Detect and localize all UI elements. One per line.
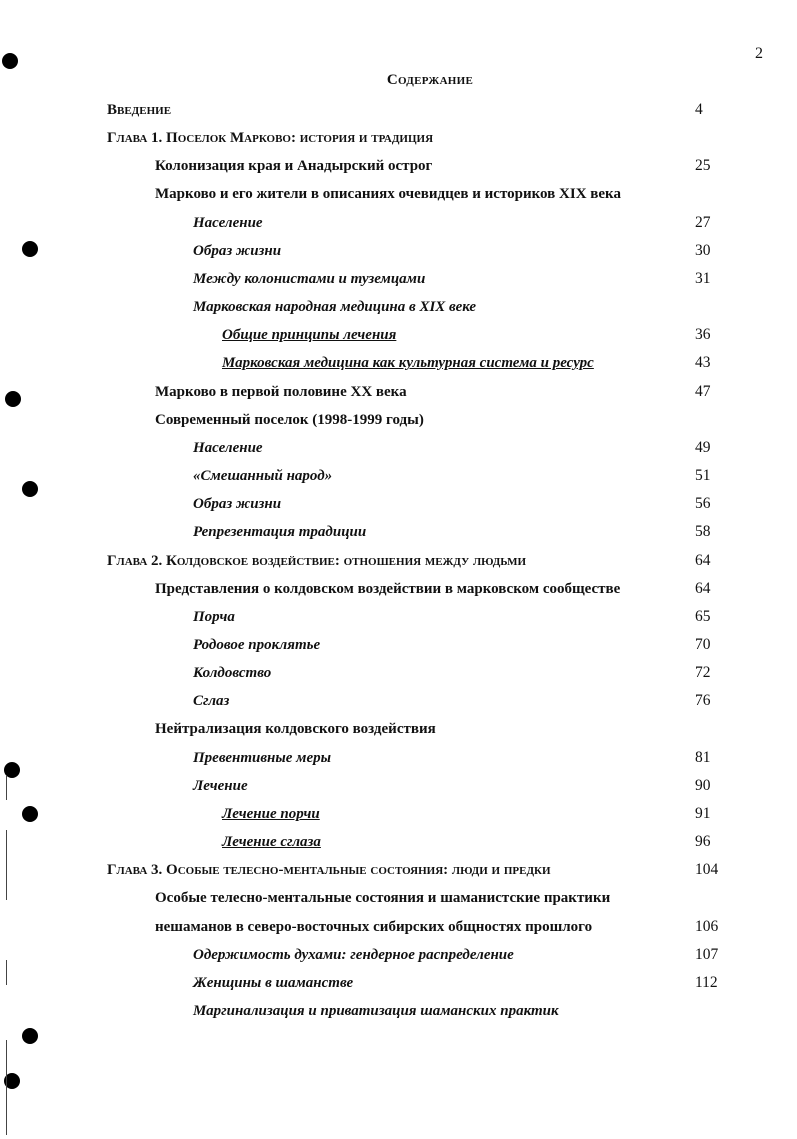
toc-entry-title: «Смешанный народ»: [193, 468, 333, 485]
toc-entry: [0, 152, 797, 180]
toc-entry-page: 56: [695, 495, 711, 513]
toc-entry: [0, 575, 797, 603]
toc-entry-title: Превентивные меры: [193, 749, 332, 766]
toc-entry-page: 47: [695, 382, 711, 400]
toc-entry-title: Порча: [193, 608, 235, 625]
toc-entry-page: 64: [695, 551, 711, 569]
toc-entry-title: Между колонистами и туземцами: [193, 270, 426, 287]
toc-entry: [0, 547, 797, 575]
toc-entry-title: нешаманов в северо-восточных сибирских общностях прошлого: [155, 918, 593, 935]
page-title: Содержание: [386, 72, 474, 88]
table-of-contents: [0, 96, 797, 1025]
toc-entry: [0, 884, 797, 912]
toc-entry: [0, 659, 797, 687]
toc-entry: [0, 941, 797, 969]
toc-entry-page: 72: [695, 664, 711, 682]
toc-entry: [0, 490, 797, 518]
toc-entry-title: Глава 3. Особые телесно-ментальные состояния: люди и предки: [107, 862, 551, 879]
toc-entry: [0, 969, 797, 997]
page-number: 2: [755, 45, 763, 62]
toc-entry: [0, 209, 797, 237]
punch-hole: [22, 1028, 38, 1044]
toc-entry-title: Население: [193, 214, 263, 231]
toc-entry-title: Лечение порчи: [222, 805, 320, 822]
toc-entry-title: Марково и его жители в описаниях очевидцев и историков XIX века: [155, 186, 621, 203]
toc-entry-page: 58: [695, 523, 711, 541]
toc-entry-title: Маргинализация и приватизация шаманских практик: [193, 1003, 559, 1019]
punch-hole: [22, 806, 38, 822]
toc-entry-page: 4: [695, 101, 703, 118]
toc-entry-page: 70: [695, 635, 711, 653]
toc-entry-title: Репрезентация традиции: [193, 524, 367, 541]
toc-entry-title: Нейтрализация колдовского воздействия: [155, 721, 436, 738]
toc-entry: [0, 237, 797, 265]
toc-entry: [0, 124, 797, 152]
toc-entry-page: 25: [695, 157, 711, 175]
toc-entry-page: 64: [695, 579, 711, 597]
toc-entry-title: Образ жизни: [193, 496, 282, 513]
scan-edge-line: [6, 775, 7, 800]
toc-entry-page: 112: [695, 973, 718, 991]
toc-entry: [0, 96, 797, 124]
toc-entry: [0, 744, 797, 772]
toc-entry: [0, 406, 797, 434]
toc-entry: [0, 997, 797, 1025]
toc-entry-title: Образ жизни: [193, 242, 282, 259]
toc-entry: [0, 913, 797, 941]
toc-entry-title: Лечение сглаза: [222, 834, 321, 851]
toc-entry: [0, 772, 797, 800]
toc-entry: [0, 180, 797, 208]
toc-entry: [0, 349, 797, 377]
toc-entry-title: Современный поселок (1998-1999 годы): [155, 411, 424, 428]
toc-entry-page: 65: [695, 607, 711, 625]
toc-entry-title: Лечение: [193, 777, 248, 794]
toc-entry-title: Колдовство: [193, 665, 272, 682]
toc-entry: [0, 828, 797, 856]
toc-entry: [0, 321, 797, 349]
toc-entry-page: 107: [695, 945, 719, 963]
toc-entry-page: 30: [695, 241, 711, 259]
punch-hole: [2, 53, 18, 69]
toc-entry-title: Введение: [107, 102, 172, 118]
toc-entry: [0, 378, 797, 406]
punch-hole: [5, 391, 21, 407]
toc-entry-title: Сглаз: [193, 693, 230, 710]
toc-entry-page: 76: [695, 692, 711, 710]
toc-entry-page: 104: [695, 861, 719, 879]
toc-entry-page: 106: [695, 917, 719, 935]
toc-entry: [0, 462, 797, 490]
toc-entry: [0, 800, 797, 828]
punch-hole: [22, 241, 38, 257]
toc-entry-title: Одержимость духами: гендерное распределение: [193, 946, 514, 963]
toc-entry: [0, 715, 797, 743]
scan-edge-line: [6, 830, 7, 900]
toc-entry-page: 96: [695, 833, 711, 851]
toc-entry: [0, 603, 797, 631]
toc-entry-page: 31: [695, 269, 711, 287]
toc-entry-page: 81: [695, 748, 711, 766]
toc-entry-page: 43: [695, 354, 711, 372]
toc-entry-title: Марковская медицина как культурная система и ресурс: [222, 355, 594, 372]
scan-edge-line: [6, 960, 7, 985]
toc-entry: [0, 687, 797, 715]
punch-hole: [22, 481, 38, 497]
toc-entry: [0, 293, 797, 321]
toc-entry-page: 49: [695, 438, 711, 456]
toc-entry-title: Марково в первой половине XX века: [155, 383, 407, 400]
toc-entry-page: 36: [695, 326, 711, 344]
toc-entry: [0, 265, 797, 293]
toc-entry: [0, 434, 797, 462]
toc-entry: [0, 631, 797, 659]
toc-entry-title: Представления о колдовском воздействии в марковском сообществе: [155, 580, 621, 597]
toc-entry-page: 27: [695, 213, 711, 231]
toc-entry-title: Глава 1. Поселок Марково: история и традиция: [107, 130, 434, 147]
scan-edge-line: [6, 1040, 7, 1135]
toc-entry-title: Колонизация края и Анадырский острог: [155, 158, 433, 175]
toc-entry-title: Население: [193, 439, 263, 456]
toc-entry-title: Марковская народная медицина в XIX веке: [193, 299, 477, 316]
toc-entry-page: 91: [695, 804, 711, 822]
toc-entry: [0, 856, 797, 884]
toc-entry-title: Глава 2. Колдовское воздействие: отношения между людьми: [107, 552, 527, 569]
toc-entry-title: Родовое проклятье: [193, 636, 321, 653]
toc-entry-title: Общие принципы лечения: [222, 327, 397, 344]
toc-entry-title: Женщины в шаманстве: [193, 974, 354, 991]
toc-entry-page: 51: [695, 467, 711, 485]
toc-entry-title: Особые телесно-ментальные состояния и шаманистские практики: [155, 890, 611, 907]
toc-entry: [0, 518, 797, 546]
toc-entry-page: 90: [695, 776, 711, 794]
